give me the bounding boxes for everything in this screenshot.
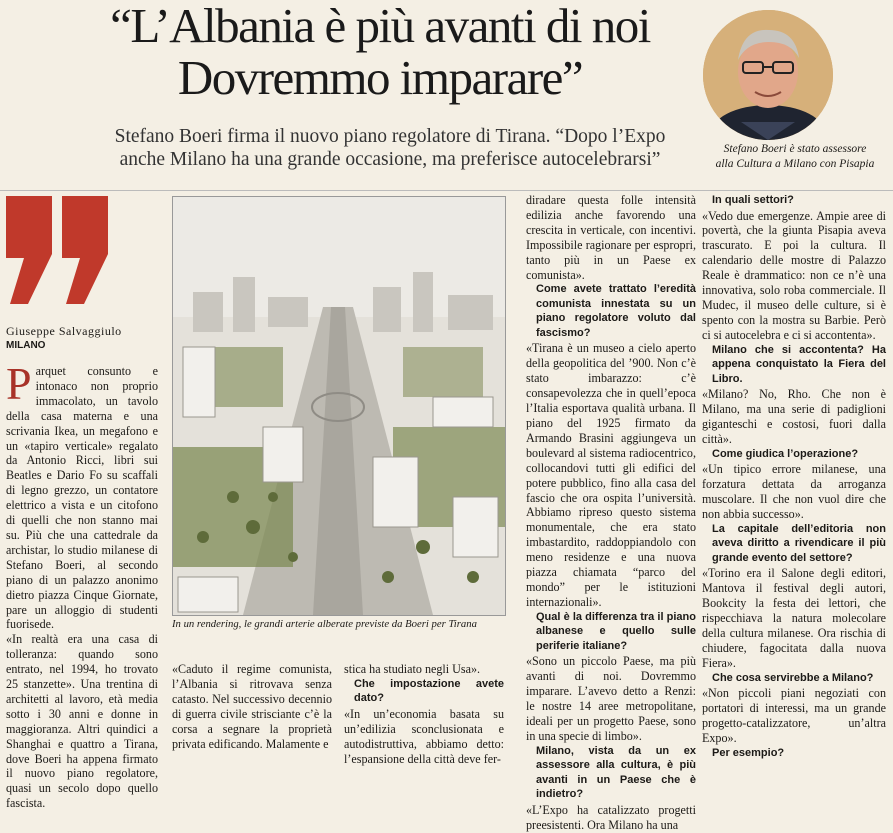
- paragraph: «Un tipico errore milanese, una forzatura dettata da arroganza muscolare. Il che non vuol dire che non abbia successo».: [702, 462, 886, 521]
- headline-line-2: Dovremmo imparare”: [177, 50, 583, 105]
- quote-mark-icon: [6, 196, 112, 306]
- article-column-3: [344, 662, 504, 767]
- interview-question: Milano, vista da un ex assessore alla cultura, è più avanti in un Paese che è indietro?: [536, 744, 696, 801]
- portrait-caption: [700, 142, 890, 172]
- interview-question: La capitale dell’editoria non aveva diritto a rivendicare il più grande evento del settore?: [712, 522, 886, 564]
- article-column-5: [702, 193, 886, 761]
- paragraph: «L’Expo ha catalizzato progetti preesistenti. Ora Milano ha una: [526, 802, 696, 832]
- rendering-caption: In un rendering, le grandi arterie alberate previste da Boeri per Tirana: [172, 618, 477, 630]
- article-column-2: [172, 662, 332, 751]
- portrait-photo: [703, 10, 833, 140]
- city-rendering-illustration: [173, 197, 505, 615]
- paragraph: «Non piccoli piani negoziati con portatori di interessi, ma un grande progetto-catalizzatore, un’altra Expo».: [702, 686, 886, 745]
- interview-question: Per esempio?: [712, 746, 785, 759]
- interview-question: Come avete trattato l’eredità comunista innestata su un piano regolatore voluto dal fascismo?: [536, 283, 696, 339]
- subheadline-line-2: anche Milano ha una grande occasione, ma preferisce autocelebrarsi”: [119, 149, 661, 170]
- portrait-illustration: [703, 10, 833, 140]
- rendering-image: [172, 196, 506, 616]
- interview-question: Che impostazione avete dato?: [354, 677, 504, 705]
- article-column-4: [526, 193, 696, 833]
- headline: [60, 0, 700, 104]
- interview-question: Milano che si accontenta? Ha appena conquistato la Fiera del Libro.: [712, 343, 886, 385]
- portrait-caption-line-1: Stefano Boeri è stato assessore: [723, 143, 867, 155]
- subheadline-line-1: Stefano Boeri firma il nuovo piano regolatore di Tirana. “Dopo l’Expo: [114, 126, 666, 147]
- author-name: Giuseppe Salvaggiulo: [6, 324, 122, 338]
- dateline-city: MILANO: [6, 340, 46, 351]
- paragraph: diradare questa folle intensità edilizia anche favorendo una crescita in verticale, con incentivi. Impossibile ragionare per espropri, tanto più in un Paese ex comunista».: [526, 193, 696, 282]
- interview-question: In quali settori?: [712, 194, 794, 206]
- divider: [0, 190, 893, 191]
- portrait-caption-line-2: alla Cultura a Milano con Pisapia: [715, 158, 875, 170]
- paragraph: arquet consunto e intonaco non proprio immacolato, un tavolo della casa materna e una scrivania Ikea, un megafono e un «tapiro verticale» regalato da Antonio Ricci, libri sui Beatles e Dario Fo su scaffali di legno grezzo, un contatore elettrico a vista e un citofono di quelli che non stanno mai su. Più che una cattedrale da archistar, lo studio milanese di Stefano Boeri, al secondo piano di un palazzo anonimo dietro piazza Cinque Giornate, pare un alloggio di studenti fuorisede.: [6, 364, 158, 632]
- paragraph: stica ha studiato negli Usa».: [344, 662, 481, 676]
- paragraph: «Sono un piccolo Paese, ma più avanti di noi. Dovremmo imparare. L’avevo detto a Renzi: le nostre 14 aree metropolitane, ideali per un progetto Paese, sono in una specie di limbo».: [526, 654, 696, 743]
- paragraph: «Tirana è un museo a cielo aperto della geopolitica del ’900. Non c’è stato imbarazzo: c’è consapevolezza che in quell’epoca l’Italia esportava qualità urbana. Il piano del 1925 firmato da Armando Brasini aggiungeva un boulevard al sistema radiocentrico, collocandovi tutti gli edifici del potere pubblico, fino alla casa del fascio che ora ospita l’università. Abbiamo ripreso questo sistema monumentale, che era stato imbastardito, raddoppiandolo con meno residenze e una nuova piazza chiamata “parco del mondo” per le istituzioni internazionali».: [526, 341, 696, 609]
- interview-question: Qual è la differenza tra il piano albanese e quello sulle periferie italiane?: [536, 610, 696, 652]
- headline-line-1: “L’Albania è più avanti di noi: [110, 0, 650, 53]
- paragraph: «In realtà era una casa di tolleranza: quando sono entrato, nel 1994, ho trovato 25 stanzette». Una trentina di architetti al lavoro, età media sotto i 30 anni e donne in maggioranza. Altri quindici a Shanghai e quattro a Tirana, dove Boeri ha appena firmato il nuovo piano regolatore, quasi un secolo dopo quello fascista.: [6, 632, 158, 811]
- paragraph: «Milano? No, Rho. Che non è Milano, ma una serie di padiglioni giganteschi e costosi, fuori dalla città».: [702, 387, 886, 446]
- interview-question: Che cosa servirebbe a Milano?: [712, 671, 874, 684]
- drop-cap: P: [6, 358, 32, 409]
- paragraph: «In un’economia basata su un’edilizia sconclusionata e autodistruttiva, abbiamo detto: l’espansione della città deve fer-: [344, 706, 504, 766]
- interview-question: Come giudica l’operazione?: [712, 447, 859, 460]
- paragraph: «Caduto il regime comunista, l’Albania si ritrovava senza catasto. Nel successivo decennio di guerra civile strisciante c’è la corsa a segnare la proprietà privata edificando. Malamente e: [172, 662, 332, 751]
- subheadline: [80, 125, 700, 171]
- article-column-1: [6, 358, 158, 811]
- paragraph: «Torino era il Salone degli editori, Mantova il festival degli autori, Bookcity la festa dei lettori, che rispecchiava la natura molecolare della cultura milanese. Ora rischia di chiudere, fagocitata dalla nuova Fiera».: [702, 566, 886, 670]
- paragraph: «Vedo due emergenze. Ampie aree di povertà, che la giunta Pisapia aveva trascurato. E poi la cultura. Il calendario delle mostre di Palazzo Reale è drammatico: non ce n’è una innovativa, solo roba commerciale. Il Mudec, il museo delle culture, si è spento con la mostra su Barbie. Però ci si autocelebra e ci si accontenta».: [702, 208, 886, 342]
